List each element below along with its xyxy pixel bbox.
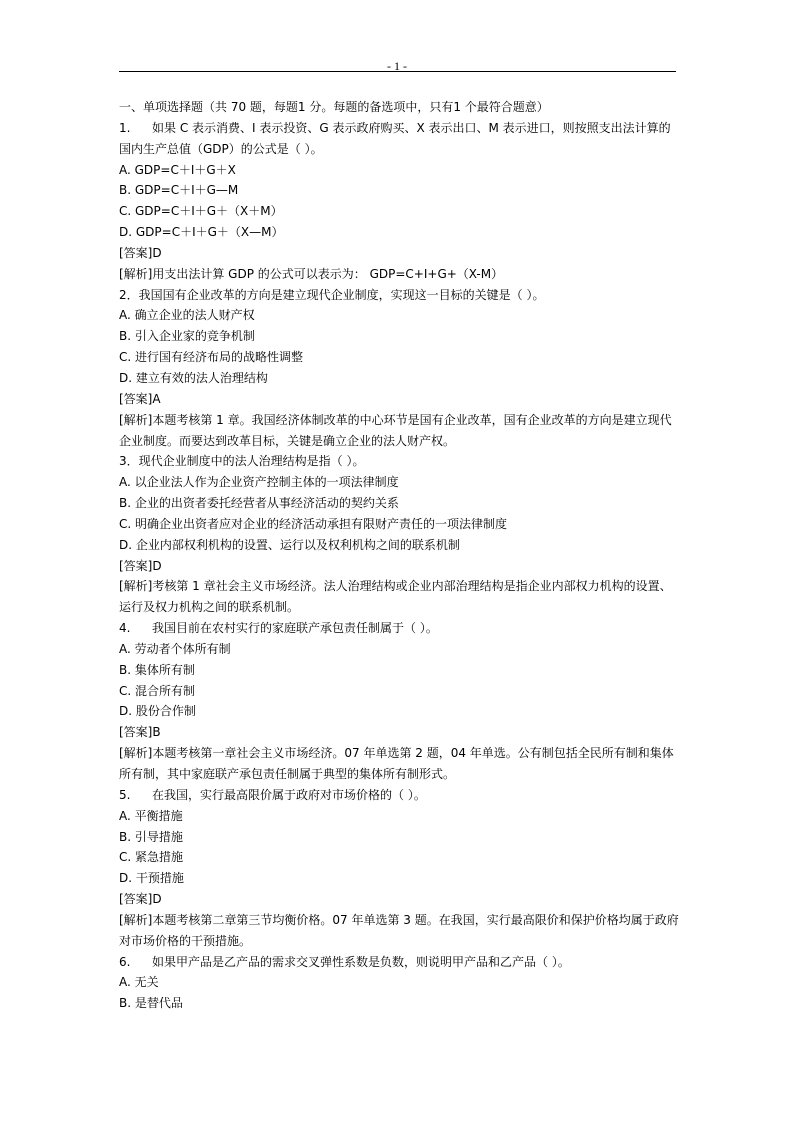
header-rule [119,71,676,72]
question-1-analysis: [解析]用支出法计算 GDP 的公式可以表示为： GDP=C+I+G+（X-M） [119,266,504,281]
question-4-option-b: B. 集体所有制 [119,662,195,677]
question-5-option-b: B. 引导措施 [119,829,183,844]
question-3-answer: [答案]D [119,558,162,573]
section-title: 一、单项选择题（共 70 题，每题1 分。每题的备选项中，只有1 个最符合题意） [119,100,549,114]
question-4-stem: 我国目前在农村实行的家庭联产承包责任制属于（ ）。 [152,621,438,636]
question-4-analysis: [解析]本题考核第一章社会主义市场经济。07 年单选第 2 题，04 年单选。公有制包括全民所有制和集体所有制，其中家庭联产承包责任制属于典型的集体所有制形式。 [119,746,674,781]
question-3-number: 3． [119,454,139,469]
question-4-number: 4. [119,621,131,636]
question-4-option-c: C. 混合所有制 [119,683,196,698]
question-2-stem-line [119,285,679,306]
document-body [119,97,679,1014]
question-3-option-b: B. 企业的出资者委托经营者从事经济活动的契约关系 [119,496,399,511]
question-5-option-a: A. 平衡措施 [119,808,183,823]
question-3-stem-line [119,451,679,472]
question-1-option-b: B. GDP=C＋I＋G—M [119,183,239,198]
question-1-stem: 如果 C 表示消费、I 表示投资、G 表示政府购买、X 表示出口、M 表示进口，则按照支出法计算的国内生产总值（GDP）的公式是（ ）。 [119,120,671,156]
question-2-option-d: D. 建立有效的法人治理结构 [119,370,268,385]
question-2-number: 2． [119,287,139,302]
question-2-option-c: C. 进行国有经济布局的战略性调整 [119,350,304,365]
question-5-analysis: [解析]本题考核第二章第三节均衡价格。07 年单选第 3 题。在我国，实行最高限价和保护价格均属于政府对市场价格的干预措施。 [119,912,679,948]
question-1-number: 1. [119,120,131,135]
question-3-stem: 现代企业制度中的法人治理结构是指（ ）。 [138,454,365,469]
question-1-stem-line-1 [119,118,679,160]
question-5-option-d: D. 干预措施 [119,871,184,886]
question-1-option-a: A. GDP=C＋I＋G＋X [119,162,236,177]
question-3-analysis: [解析]考核第 1 章社会主义市场经济。法人治理结构或企业内部治理结构是指企业内部权力机构的设置、运行及权力机构之间的联系机制。 [119,579,672,615]
question-5-number: 5. [119,787,131,802]
question-2-option-b: B. 引入企业家的竞争机制 [119,329,255,344]
question-5-stem-line [119,785,679,806]
question-2-option-a: A. 确立企业的法人财产权 [119,308,255,323]
question-6-option-b: B. 是替代品 [119,996,183,1011]
question-3-option-a: A. 以企业法人作为企业资产控制主体的一项法律制度 [119,475,399,490]
question-5-answer: [答案]D [119,892,162,907]
question-4-option-d: D. 股份合作制 [119,704,196,719]
question-6-option-a: A. 无关 [119,975,159,990]
question-4-option-a: A. 劳动者个体所有制 [119,641,231,656]
question-5-option-c: C. 紧急措施 [119,850,184,865]
question-2-answer: [答案]A [119,391,161,406]
question-6-number: 6. [119,954,131,969]
question-1-option-d: D. GDP=C＋I＋G＋（X—M） [119,225,284,240]
question-1-option-c: C. GDP=C＋I＋G＋（X＋M） [119,204,283,219]
question-3-option-d: D. 企业内部权利机构的设置、运行以及权利机构之间的联系机制 [119,537,460,552]
page-number: - 1 - [387,59,407,73]
question-4-answer: [答案]B [119,725,161,740]
question-2-stem: 我国国有企业改革的方向是建立现代企业制度，实现这一目标的关键是（ ）。 [138,287,545,302]
question-6-stem: 如果甲产品是乙产品的需求交叉弹性系数是负数，则说明甲产品和乙产品（ ）。 [152,954,570,969]
question-1-answer: [答案]D [119,245,162,260]
question-6-stem-line [119,952,679,973]
question-5-stem: 在我国，实行最高限价属于政府对市场价格的（ ）。 [152,787,426,802]
question-4-stem-line [119,618,679,639]
question-2-analysis: [解析]本题考核第 1 章。我国经济体制改革的中心环节是国有企业改革，国有企业改革的方向是建立现代企业制度。而要达到改革目标，关键是确立企业的法人财产权。 [119,412,672,448]
question-3-option-c: C. 明确企业出资者应对企业的经济活动承担有限财产责任的一项法律制度 [119,516,508,531]
